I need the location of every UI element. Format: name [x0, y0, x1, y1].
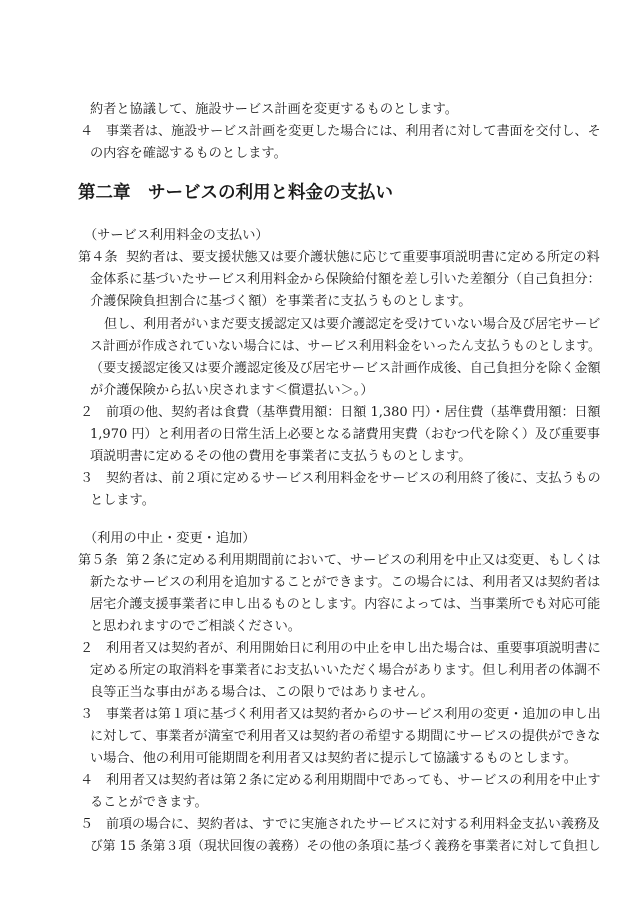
text-line: （要支援認定後又は要介護認定後及び居宅サービス計画作成後、自己負担分を除く金額	[90, 361, 601, 376]
text-line: び第 15 条第３項（現状回復の義務）その他の条項に基づく義務を事業者に対して負担し	[90, 839, 601, 854]
text-line: 事業者は、施設サービス計画を変更した場合には、利用者に対して書面を交付し、そ	[106, 124, 601, 139]
paragraph-number: ２	[80, 405, 94, 420]
article-label: 第４条	[78, 250, 118, 265]
text-line: 第２条に定める利用期間前において、サービスの利用を中止又は変更、もしくは	[126, 553, 601, 568]
text-line: ることができます。	[90, 795, 208, 810]
paragraph-number: ４	[80, 124, 94, 139]
article-heading: （利用の中止・変更・追加）	[84, 531, 256, 546]
text-line: 契約者は、要支援状態又は要介護状態に応じて重要事項説明書に定める所定の料	[126, 250, 600, 265]
text-line: に対して、事業者が満室で利用者又は契約者の希望する期間にサービスの提供ができな	[90, 729, 601, 744]
text-line: 金体系に基づいたサービス利用料金から保険給付額を差し引いた差額分（自己負担分：	[90, 272, 601, 287]
chapter-title: 第二章 サービスの利用と料金の支払い	[78, 183, 393, 203]
text-line: 利用者又は契約者は第２条に定める利用期間中であっても、サービスの利用を中止す	[106, 773, 601, 788]
text-line: 但し、利用者がいまだ要支援認定又は要介護認定を受けていない場合及び居宅サービ	[104, 317, 601, 332]
text-line: 良等正当な事由がある場合は、この限りではありません。	[90, 685, 434, 700]
text-line: 定める所定の取消料を事業者にお支払いいただく場合があります。但し利用者の体調不	[90, 663, 601, 678]
text-line: 前項の他、契約者は食費（基準費用額：日額 1,380 円）・居住費（基準費用額：日額	[106, 405, 601, 420]
text-line: 事業者は第１項に基づく利用者又は契約者からのサービス利用の変更・追加の申し出	[106, 707, 601, 722]
text-line: とします。	[90, 493, 155, 508]
paragraph-number: ４	[80, 773, 94, 788]
text-line: の内容を確認するものとします。	[90, 146, 287, 161]
text-line: 前項の場合に、契約者は、すでに実施されたサービスに対する利用料金支払い義務及	[106, 817, 600, 832]
text-line: 約者と協議して、施設サービス計画を変更するものとします。	[90, 102, 458, 117]
paragraph-number: ３	[80, 707, 94, 722]
text-line: 介護保険負担割合に基づく額）を事業者に支払うものとします。	[90, 294, 472, 309]
article-heading: （サービス利用料金の支払い）	[84, 228, 269, 243]
text-line: と思われますのでご相談ください。	[90, 619, 301, 634]
text-line: 契約者は、前２項に定めるサービス利用料金をサービスの利用終了後に、支払うもの	[106, 471, 601, 486]
text-line: 居宅介護支援事業者に申し出るものとします。内容によっては、当事業所でも対応可能	[90, 597, 601, 612]
text-line: 1,970 円）と利用者の日常生活上必要となる諸費用実費（おむつ代を除く）及び重要事	[90, 427, 600, 442]
text-line: ス計画が作成されていない場合には、サービス利用料金をいったん支払うものとします。	[90, 339, 601, 354]
text-line: が介護保険から払い戻されます＜償還払い＞。）	[90, 383, 374, 398]
text-line: 新たなサービスの利用を追加することができます。この場合には、利用者又は契約者は	[90, 575, 601, 590]
paragraph-number: ３	[80, 471, 94, 486]
text-line: い場合、他の利用可能期間を利用者又は契約者に提示して協議するものとします。	[90, 751, 577, 766]
paragraph-number: ５	[80, 817, 94, 832]
article-label: 第５条	[78, 553, 118, 568]
paragraph-number: ２	[80, 641, 94, 656]
text-line: 項説明書に定めるその他の費用を事業者に支払うものとします。	[90, 449, 472, 464]
text-line: 利用者又は契約者が、利用開始日に利用の中止を申し出た場合は、重要事項説明書に	[106, 641, 601, 656]
